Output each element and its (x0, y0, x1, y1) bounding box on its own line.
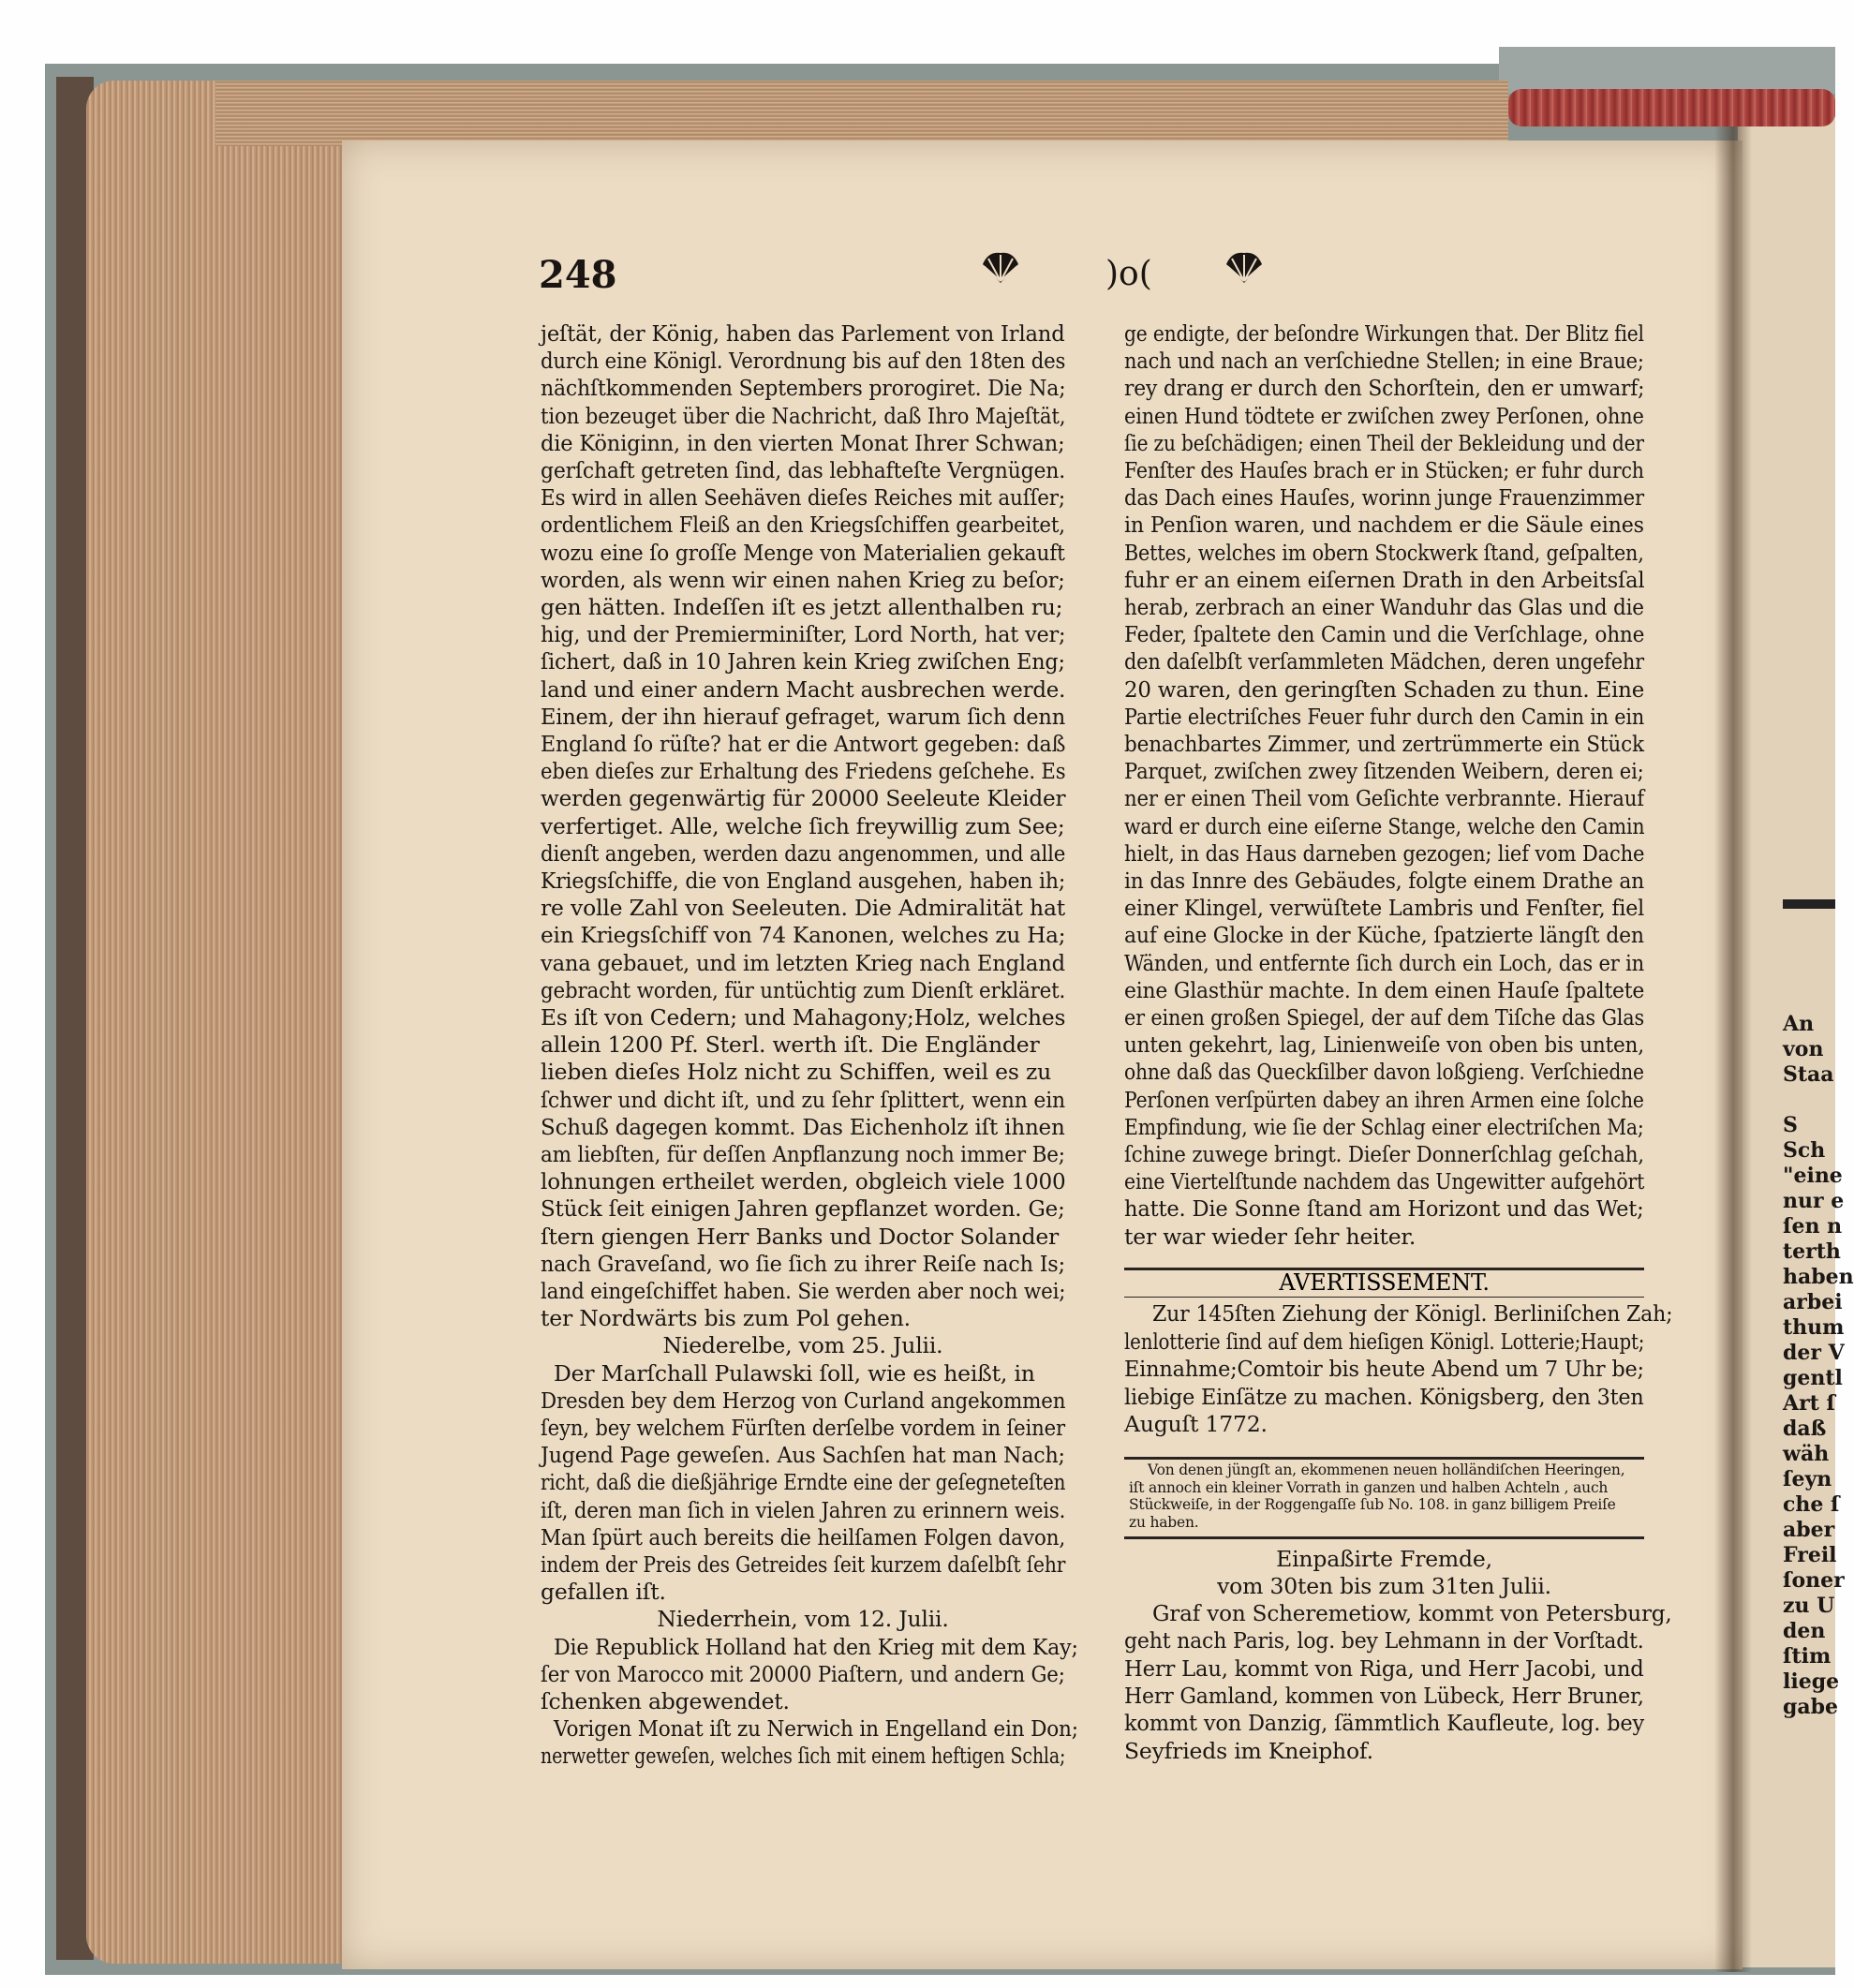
book-gutter (1714, 112, 1752, 1972)
text-line: Jugend Page geweſen. Aus Sachſen hat man Nach; (541, 1442, 1065, 1469)
facing-page-fragment: von (1783, 1037, 1824, 1061)
text-line: fuhr er an einem eiſernen Drath in den Arbeitsſal (1124, 566, 1645, 593)
text-line: Wänden, und entfernte ſich durch ein Loch, das er in (1124, 949, 1644, 976)
text-line: unten gekehrt, lag, Linienweiſe von oben bis unten, (1124, 1031, 1644, 1059)
text-line: richt, daß die dießjährige Erndte eine der geſegneteſten (541, 1469, 1066, 1496)
text-line: ſie zu beſchädigen; einen Theil der Bekleidung und der (1124, 429, 1644, 456)
facing-page-fragment: Freil (1783, 1543, 1837, 1567)
avertissement-heading: AVERTISSEMENT. (1279, 1269, 1490, 1296)
text-line: iſt annoch ein kleiner Vorrath in ganzen und halben Achteln , auch (1129, 1478, 1609, 1496)
text-line: Herr Lau, kommt von Riga, und Herr Jacobi, und (1124, 1654, 1644, 1682)
text-line: gerſchaft getreten ſind, das lebhafteſte Vergnügen. (541, 457, 1066, 483)
facing-page-fragment: liege (1783, 1669, 1840, 1694)
text-line: wozu eine ſo groſſe Menge von Materialien gekauft (541, 539, 1065, 566)
section-subheading: vom 30ten bis zum 31ten Julii. (1217, 1573, 1551, 1599)
text-line: liebige Einſätze zu machen. Königsberg, den 3ten (1124, 1383, 1644, 1410)
text-line: Einem, der ihn hierauf gefraget, warum ſich denn (541, 703, 1066, 730)
facing-page-fragment (1783, 1088, 1835, 1113)
text-line: Bettes, welches im obern Stockwerk ſtand, geſpalten, (1124, 539, 1644, 566)
facing-page-fragment: thum (1783, 1315, 1845, 1340)
facing-page-text (1783, 1012, 1854, 1720)
text-line: gebracht worden, für untüchtig zum Dienſt erkläret. (541, 976, 1066, 1003)
header-ornament: )o( (1105, 255, 1152, 293)
divider (1124, 1457, 1644, 1460)
text-line: hig, und der Premierminiſter, Lord North, hat ver; (541, 621, 1066, 648)
text-line: herab, zerbrach an einer Wanduhr das Glas und die (1124, 594, 1644, 620)
text-line: Parquet, zwiſchen zwey ſitzenden Weibern, deren ei; (1124, 758, 1644, 785)
text-line: nächſtkommenden Septembers prorogiret. Die Na; (541, 375, 1066, 402)
text-line: einen Hund tödtete er zwiſchen zwey Perſonen, ohne (1124, 402, 1644, 429)
facing-page-fragment: ſeyn (1783, 1467, 1832, 1491)
facing-page-fragment: S (1783, 1113, 1798, 1137)
text-line: in Penſion waren, und nachdem er die Säule eines (1124, 512, 1644, 539)
text-line: er einen großen Spiegel, der auf dem Tiſche das Glas (1124, 1004, 1645, 1031)
text-line: ſchine zuwege bringt. Dieſer Donnerſchlag geſchah, (1124, 1141, 1644, 1167)
facing-page-fragment: ſoner (1783, 1568, 1845, 1593)
text-line: Es wird in allen Seehäven dieſes Reiches mit auſſer; (541, 484, 1065, 512)
text-line: ſtern giengen Herr Banks und Doctor Solander (541, 1223, 1060, 1250)
facing-page-fragment: arbei (1783, 1290, 1843, 1314)
text-line: Die Republick Holland hat den Krieg mit dem Kay; (554, 1633, 1078, 1660)
facing-page-fragment: che ſ (1783, 1492, 1840, 1517)
facing-page-fragment: den (1783, 1619, 1826, 1643)
facing-page-fragment: der V (1783, 1341, 1845, 1365)
text-line: England ſo rüſte? hat er die Antwort gegeben: daß (541, 731, 1066, 757)
facing-page-fragment: zu U (1783, 1594, 1835, 1618)
text-line: Es iſt von Cedern; und Mahagony;Holz, welches (541, 1004, 1066, 1031)
text-line: zu haben. (1129, 1513, 1199, 1531)
text-line: einer Klingel, verwüſtete Lambris und Fenſter, fiel (1124, 895, 1644, 922)
text-line: lohnungen ertheilet werden, obgleich viele 1000 (541, 1168, 1066, 1195)
facing-page-fragment: gentl (1783, 1366, 1843, 1390)
text-line: Graf von Scheremetiow, kommt von Petersburg, (1152, 1600, 1672, 1626)
text-line: Zur 145ſten Ziehung der Königl. Berliniſchen Zah; (1152, 1300, 1673, 1327)
shell-ornament-left-icon (979, 249, 1022, 296)
bookmark-ribbon (1508, 89, 1835, 126)
facing-page-fragment: aber (1783, 1518, 1835, 1542)
divider (1124, 1536, 1644, 1539)
text-line: ner er einen Theil vom Geſichte verbrannte. Hierauf (1124, 785, 1644, 812)
text-line: Fenſter des Hauſes brach er in Stücken; er fuhr durch (1124, 457, 1644, 483)
text-line: die Königinn, in den vierten Monat Ihrer Schwan; (541, 429, 1065, 456)
text-line: gefallen iſt. (541, 1579, 666, 1606)
text-line: das Dach eines Hauſes, worinn junge Frauenzimmer (1124, 484, 1644, 512)
facing-page-fragment: An (1783, 1012, 1815, 1036)
background-cloth (1499, 47, 1835, 94)
text-line: durch eine Königl. Verordnung bis auf den 18ten des (541, 348, 1066, 375)
text-line: Der Marſchall Pulawski ſoll, wie es heißt, in (554, 1359, 1035, 1387)
text-line: re volle Zahl von Seeleuten. Die Admiralität hat (541, 895, 1066, 922)
text-line: kommt von Danzig, ſämmtlich Kaufleute, log. bey (1124, 1710, 1645, 1737)
text-line: iſt, deren man ſich in vielen Jahren zu erinnern weis. (541, 1496, 1066, 1523)
page-number: 248 (539, 253, 617, 297)
text-line: ſer von Marocco mit 20000 Piaſtern, und andern Ge; (541, 1660, 1065, 1687)
facing-page-fragment: "eine (1783, 1164, 1843, 1188)
text-line: Auguſt 1772. (1124, 1411, 1268, 1437)
text-line: lenlotterie ſind auf dem hieſigen Königl. Lotterie;Haupt; (1124, 1328, 1645, 1355)
text-line: auf eine Glocke in der Küche, ſpatzierte längſt den (1124, 922, 1644, 949)
text-line: ſichert, daß in 10 Jahren kein Krieg zwiſchen Eng; (541, 648, 1065, 675)
text-line: ſeyn, bey welchem Fürſten derſelbe vordem in ſeiner (541, 1415, 1065, 1441)
facing-page-fragment: terth (1783, 1239, 1841, 1264)
text-line: nerwetter geweſen, welches ſich mit einem heftigen Schla; (541, 1743, 1066, 1770)
section-heading: Niederrhein, vom 12. Julii. (657, 1606, 949, 1633)
text-line: am liebſten, für deſſen Anpflanzung noch immer Be; (541, 1141, 1065, 1167)
text-line: Seyfrieds im Kneiphof. (1124, 1737, 1373, 1764)
text-line: Einnahme;Comtoir bis heute Abend um 7 Uhr be; (1124, 1356, 1644, 1382)
text-line: gen hätten. Indeſſen iſt es jetzt allenthalben ru; (541, 594, 1063, 620)
text-line: Vorigen Monat iſt zu Nerwich in Engelland ein Don; (554, 1715, 1078, 1743)
text-line: Perſonen verſpürten dabey an ihren Armen eine ſolche (1124, 1086, 1644, 1113)
facing-page-fragment: gabe (1783, 1695, 1839, 1719)
text-line: Feder, ſpaltete den Camin und die Verſchlage, ohne (1124, 621, 1645, 648)
text-line: Stückweiſe, in der Roggengaſſe ſub No. 108. in ganz billigem Preiſe (1129, 1496, 1616, 1513)
text-line: nach und nach an verſchiedne Stellen; in eine Braue; (1124, 348, 1644, 375)
text-line: ter Nordwärts bis zum Pol gehen. (541, 1305, 911, 1332)
text-line: ter war wieder ſehr heiter. (1124, 1223, 1416, 1250)
text-line: eine Viertelſtunde nachdem das Ungewitter aufgehört (1124, 1168, 1645, 1195)
text-line: eine Glasthür machte. In dem einen Hauſe ſpaltete (1124, 976, 1645, 1003)
text-line: geht nach Paris, log. bey Lehmann in der Vorſtadt. (1124, 1627, 1644, 1654)
text-line: Man ſpürt auch bereits die heilſamen Folgen davon, (541, 1523, 1066, 1550)
text-line: vana gebauet, und im letzten Krieg nach England (541, 949, 1065, 976)
text-line: ordentlichem Fleiß an den Kriegsſchiffen gearbeitet, (541, 512, 1065, 539)
text-line: 20 waren, den geringſten Schaden zu thun. Eine (1124, 675, 1645, 703)
facing-page-fragment: Sch (1783, 1138, 1826, 1163)
text-line: Kriegsſchiffe, die von England ausgehen, haben ih; (541, 868, 1066, 894)
text-line: eben dieſes zur Erhaltung des Friedens geſchehe. Es (541, 758, 1066, 785)
text-line: benachbartes Zimmer, und zertrümmerte ein Stück (1124, 731, 1644, 757)
text-line: ohne daß das Queckſilber davon loßgieng. Verſchiedne (1124, 1059, 1644, 1086)
text-line: Empfindung, wie ſie der Schlag einer electriſchen Ma; (1124, 1113, 1644, 1140)
text-line: ge endigte, der beſondre Wirkungen that. Der Blitz fiel (1124, 320, 1644, 347)
text-line: lieben dieſes Holz nicht zu Schiffen, weil es zu (541, 1059, 1052, 1086)
facing-page-rule (1783, 899, 1835, 909)
shell-ornament-right-icon (1223, 249, 1266, 296)
facing-page-fragment: haben (1783, 1265, 1854, 1289)
facing-page-fragment: wäh (1783, 1442, 1830, 1466)
text-line: Von denen jüngſt an, ekommenen neuen holländiſchen Heeringen, (1148, 1461, 1625, 1478)
facing-page-fragment: Art ſ (1783, 1391, 1835, 1416)
text-line: werden gegenwärtig für 20000 Seeleute Kleider (541, 785, 1066, 812)
facing-page-fragment: ſen n (1783, 1214, 1843, 1239)
text-line: nach Graveſand, wo ſie ſich zu ihrer Reiſe nach Is; (541, 1250, 1065, 1277)
text-line: Partie electriſches Feuer fuhr durch den Camin in ein (1124, 703, 1645, 730)
text-line: dienſt angeben, werden dazu angenommen, und alle (541, 839, 1066, 867)
text-line: Dresden bey dem Herzog von Curland angekommen (541, 1387, 1066, 1414)
text-line: Schuß dagegen kommt. Das Eichenholz iſt ihnen (541, 1113, 1065, 1140)
facing-page-fragment: daß (1783, 1417, 1827, 1441)
text-line: tion bezeuget über die Nachricht, daß Ihro Majeſtät, (541, 402, 1066, 429)
divider (1124, 1297, 1644, 1298)
text-line: jeſtät, der König, haben das Parlement von Irland (541, 320, 1065, 347)
text-line: Stück ſeit einigen Jahren gepflanzet worden. Ge; (541, 1195, 1065, 1223)
text-line: indem der Preis des Getreides ſeit kurzem daſelbſt ſehr (541, 1551, 1066, 1578)
section-heading: Einpaßirte Fremde, (1276, 1546, 1492, 1572)
text-line: land eingeſchiffet haben. Sie werden aber noch wei; (541, 1278, 1066, 1304)
text-line: allein 1200 Pf. Sterl. werth iſt. Die Engländer (541, 1031, 1040, 1059)
facing-page-fragment: ſtim (1783, 1644, 1832, 1669)
facing-page-fragment: Staa (1783, 1062, 1834, 1087)
text-line: land und einer andern Macht ausbrechen werde. (541, 675, 1066, 703)
text-line: ſchenken abgewendet. (541, 1688, 790, 1714)
text-line: ſchwer und dicht iſt, und zu ſehr ſplittert, wenn ein (541, 1086, 1065, 1113)
facing-page-fragment: nur e (1783, 1189, 1845, 1213)
text-line: in das Innre des Gebäudes, folgte einem Drathe an (1124, 868, 1644, 894)
text-line: rey drang er durch den Schorſtein, den er umwarf; (1124, 375, 1645, 402)
text-line: ward er durch eine eiſerne Stange, welche den Camin (1124, 812, 1645, 839)
text-line: ein Kriegsſchiff von 74 Kanonen, welches zu Ha; (541, 922, 1066, 949)
text-line: hatte. Die Sonne ſtand am Horizont und das Wet; (1124, 1195, 1644, 1223)
text-line: Herr Gamland, kommen von Lübeck, Herr Bruner, (1124, 1682, 1644, 1709)
page-block-edge (86, 81, 358, 1964)
text-line: den daſelbſt verſammleten Mädchen, deren ungefehr (1124, 648, 1644, 675)
section-heading: Niederelbe, vom 25. Julii. (662, 1332, 943, 1359)
text-line: worden, als wenn wir einen nahen Krieg zu beſor; (541, 566, 1065, 593)
text-line: verfertiget. Alle, welche ſich freywillig zum See; (541, 812, 1065, 839)
text-line: hielt, in das Haus darneben gezogen; lief vom Dache (1124, 839, 1645, 867)
page-block-top-edge (215, 81, 1508, 146)
